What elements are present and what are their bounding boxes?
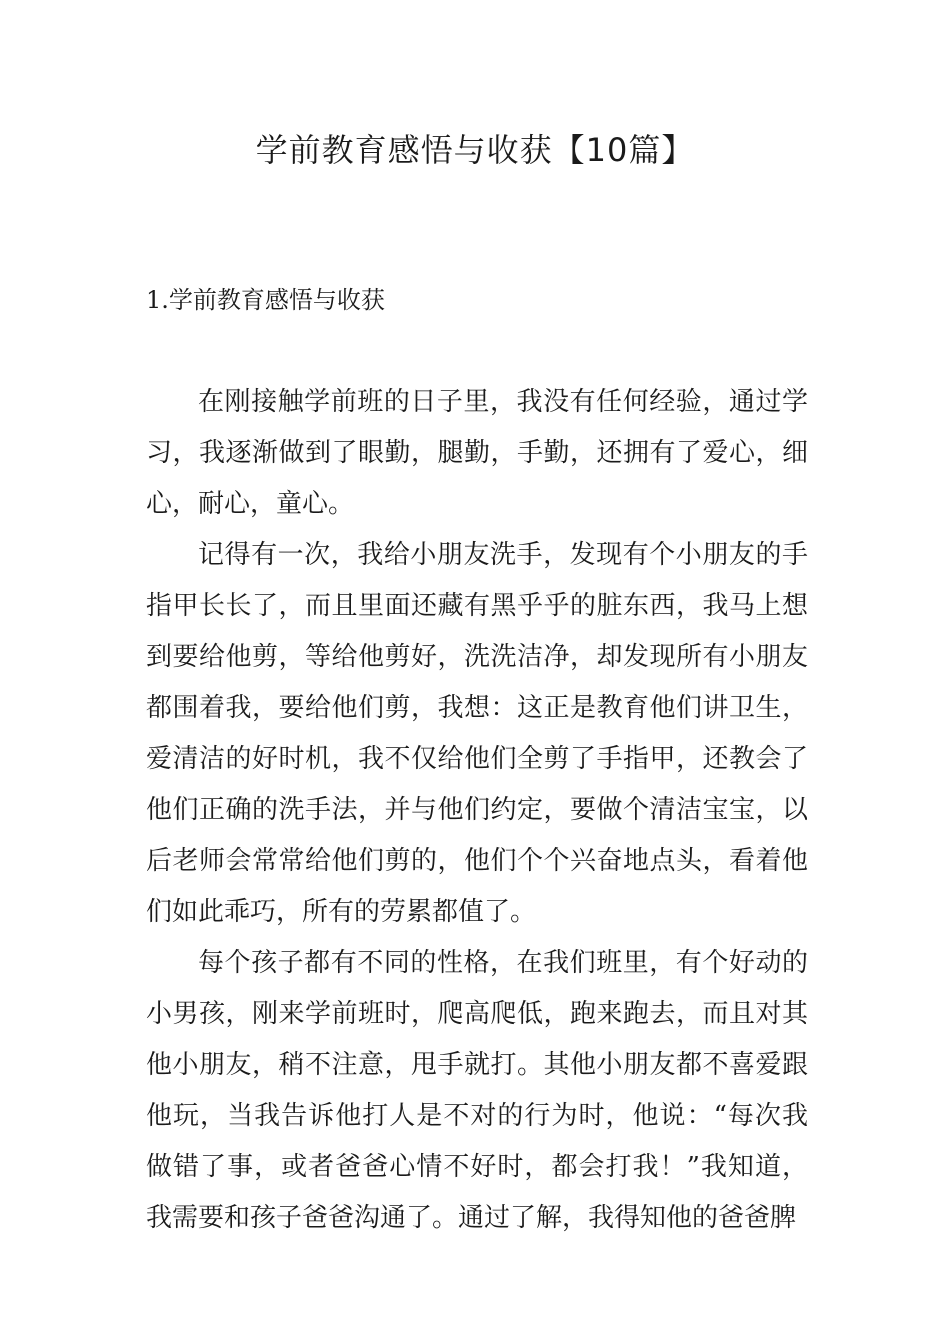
document-body	[146, 377, 808, 1244]
document-title: 学前教育感悟与收获【10篇】	[255, 131, 695, 169]
paragraph: 在刚接触学前班的日子里，我没有任何经验，通过学习，我逐渐做到了眼勤，腿勤，手勤，还拥有了爱心，细心，耐心，童心。	[146, 387, 808, 519]
section-heading: 1.学前教育感悟与收获	[146, 286, 385, 314]
paragraph: 记得有一次，我给小朋友洗手，发现有个小朋友的手指甲长长了，而且里面还藏有黑乎乎的脏东西，我马上想到要给他剪，等给他剪好，洗洗洁净，却发现所有小朋友都围着我，要给他们剪，我想：这正是教育他们讲卫生，爱清洁的好时机，我不仅给他们全剪了手指甲，还教会了他们正确的洗手法，并与他们约定，要做个清洁宝宝，以后老师会常常给他们剪的，他们个个兴奋地点头，看着他们如此乖巧，所有的劳累都值了。	[146, 540, 808, 927]
paragraph: 每个孩子都有不同的性格，在我们班里，有个好动的小男孩，刚来学前班时，爬高爬低，跑来跑去，而且对其他小朋友，稍不注意，甩手就打。其他小朋友都不喜爱跟他玩，当我告诉他打人是不对的行为时，他说：“每次我做错了事，或者爸爸心情不好时，都会打我！”我知道，我需要和孩子爸爸沟通了。通过了解，我得知他的爸爸脾	[146, 948, 808, 1233]
